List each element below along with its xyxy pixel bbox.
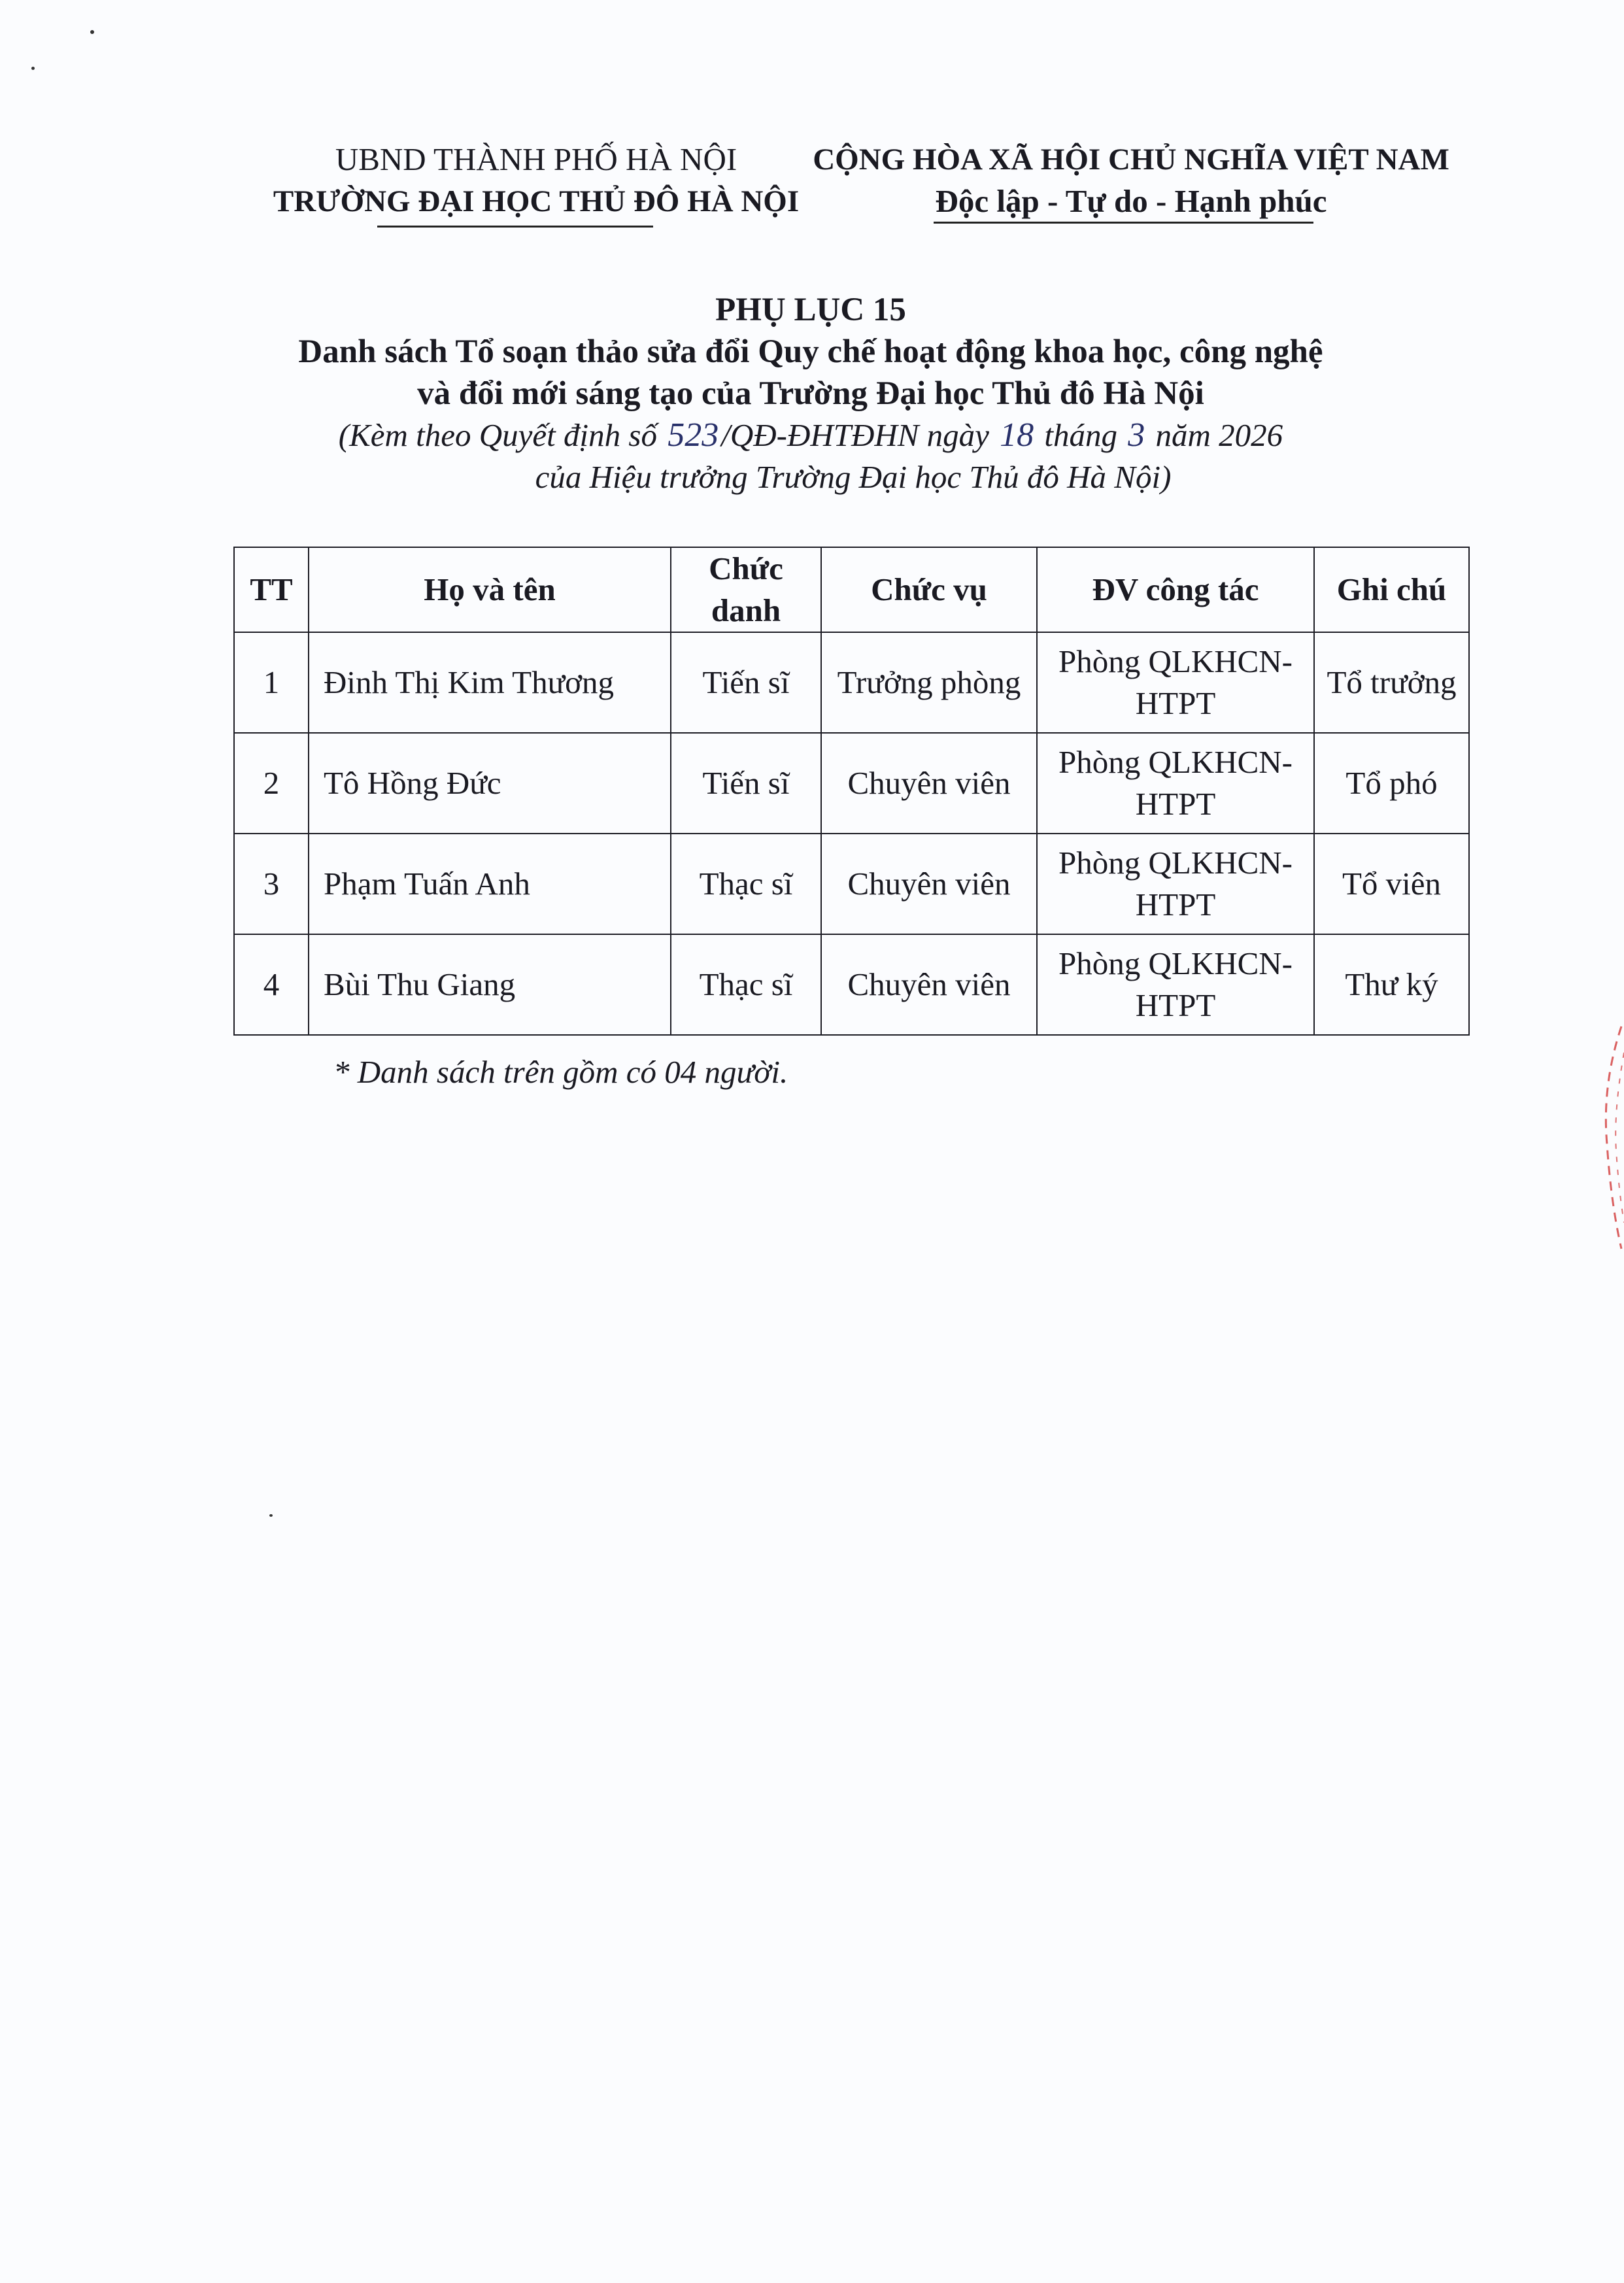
month-label: tháng <box>1044 417 1118 453</box>
cell-tt: 2 <box>234 733 309 834</box>
issuer-parent: UBND THÀNH PHỐ HÀ NỘI <box>335 141 737 177</box>
col-header-position: Chức vụ <box>821 547 1037 632</box>
partial-seal-stamp <box>1595 1013 1624 1262</box>
table-row <box>234 934 1469 1035</box>
cell-note: Tổ viên <box>1314 834 1469 934</box>
scan-speck <box>90 30 94 34</box>
cell-position: Chuyên viên <box>821 934 1037 1035</box>
scan-speck <box>31 67 35 70</box>
cell-full-name: Phạm Tuấn Anh <box>309 834 671 934</box>
cell-title: Thạc sĩ <box>671 834 821 934</box>
cell-unit: Phòng QLKHCN-HTPT <box>1037 632 1314 733</box>
decision-year: năm 2026 <box>1155 417 1283 453</box>
table-row <box>234 834 1469 934</box>
cell-position: Chuyên viên <box>821 733 1037 834</box>
cell-title: Tiến sĩ <box>671 632 821 733</box>
decision-day-handwritten: 18 <box>1000 416 1034 454</box>
cell-position: Chuyên viên <box>821 834 1037 934</box>
cell-title: Thạc sĩ <box>671 934 821 1035</box>
cell-note: Thư ký <box>1314 934 1469 1035</box>
col-header-full-name: Họ và tên <box>309 547 671 632</box>
cell-full-name: Bùi Thu Giang <box>309 934 671 1035</box>
decision-prefix: (Kèm theo Quyết định số <box>338 417 657 453</box>
document-title-line1: Danh sách Tổ soạn thảo sửa đổi Quy chế hoạt động khoa học, công nghệ <box>298 333 1323 370</box>
decision-code: /QĐ-ĐHTĐHN ngày <box>721 417 989 453</box>
col-header-note: Ghi chú <box>1314 547 1469 632</box>
scan-speck <box>269 1514 273 1517</box>
appendix-title: PHỤ LỤC 15 <box>715 292 906 328</box>
cell-unit: Phòng QLKHCN-HTPT <box>1037 834 1314 934</box>
country-name: CỘNG HÒA XÃ HỘI CHỦ NGHĨA VIỆT NAM <box>813 143 1449 177</box>
cell-full-name: Tô Hồng Đức <box>309 733 671 834</box>
issuer-name: TRƯỜNG ĐẠI HỌC THỦ ĐÔ HÀ NỘI <box>273 184 800 218</box>
cell-tt: 3 <box>234 834 309 934</box>
cell-unit: Phòng QLKHCN-HTPT <box>1037 733 1314 834</box>
decision-number-handwritten: 523 <box>668 416 719 454</box>
cell-position: Trưởng phòng <box>821 632 1037 733</box>
col-header-unit: ĐV công tác <box>1037 547 1314 632</box>
decision-reference <box>131 414 1491 456</box>
table-header-row <box>234 547 1469 632</box>
member-table <box>233 547 1470 1036</box>
issuer-underline <box>377 226 653 228</box>
motto: Độc lập - Tự do - Hạnh phúc <box>935 183 1327 219</box>
decision-signer: của Hiệu trưởng Trường Đại học Thủ đô Hà Nội) <box>535 459 1172 495</box>
cell-tt: 1 <box>234 632 309 733</box>
footnote: * Danh sách trên gồm có 04 người. <box>333 1054 788 1090</box>
cell-full-name: Đinh Thị Kim Thương <box>309 632 671 733</box>
table-row <box>234 733 1469 834</box>
col-header-tt: TT <box>234 547 309 632</box>
cell-tt: 4 <box>234 934 309 1035</box>
motto-underline <box>934 222 1313 224</box>
col-header-title: Chức danh <box>671 547 821 632</box>
header-issuer <box>235 139 837 222</box>
cell-title: Tiến sĩ <box>671 733 821 834</box>
table-row <box>234 632 1469 733</box>
header-national-motto <box>804 139 1458 222</box>
title-block <box>131 289 1491 498</box>
cell-unit: Phòng QLKHCN-HTPT <box>1037 934 1314 1035</box>
decision-month-handwritten: 3 <box>1128 416 1145 454</box>
document-title-line2: và đổi mới sáng tạo của Trường Đại học Thủ đô Hà Nội <box>417 375 1204 412</box>
cell-note: Tổ trưởng <box>1314 632 1469 733</box>
cell-note: Tổ phó <box>1314 733 1469 834</box>
